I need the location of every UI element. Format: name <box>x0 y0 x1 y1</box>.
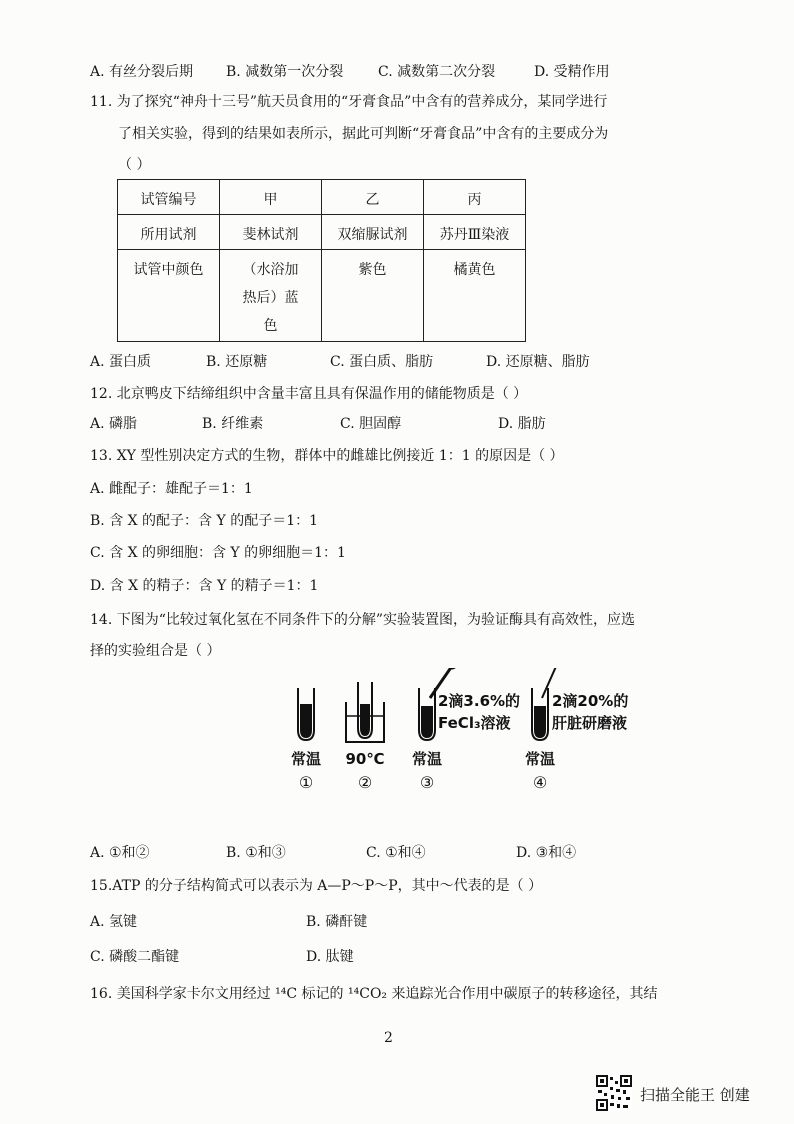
q14-stem-line1: 14. 下图为“比较过氧化氢在不同条件下的分解”实验装置图，为验证酶具有高效性，应选 <box>90 612 636 628</box>
table-cell: 双缩脲试剂 <box>322 215 424 250</box>
q13-option-c: C. 含 X 的卵细胞：含 Y 的卵细胞＝1：1 <box>90 545 346 561</box>
q11-option-a: A. 蛋白质 <box>90 354 152 370</box>
q14-stem-line2: 择的实验组合是（ ） <box>90 643 221 659</box>
table-row <box>118 250 526 342</box>
table-cell: 斐林试剂 <box>220 215 322 250</box>
table-cell: 乙 <box>322 180 424 215</box>
tube-1-label: 常温 <box>290 750 322 768</box>
dropper-3-text-line2: FeCl₃溶液 <box>438 714 511 732</box>
tube-3-number: ③ <box>419 773 435 792</box>
q14-option-b: B. ①和③ <box>226 845 286 861</box>
q13-option-d: D. 含 X 的精子：含 Y 的精子＝1：1 <box>90 578 319 594</box>
q11-results-table <box>117 179 526 342</box>
tube-3-label: 常温 <box>411 750 443 768</box>
q12-option-d: D. 脂肪 <box>498 416 546 432</box>
tube-4-label: 常温 <box>524 750 556 768</box>
q15-option-d: D. 肽键 <box>306 949 354 965</box>
q10-option-a: A. 有丝分裂后期 <box>90 64 194 80</box>
tube-2-label: 90℃ <box>345 750 385 768</box>
test-tube-2 <box>358 682 372 738</box>
q11-bracket: （ ） <box>118 157 151 173</box>
qr-code-icon <box>596 1075 632 1111</box>
table-cell: 橘黄色 <box>424 250 526 342</box>
q11-option-c: C. 蛋白质、脂肪 <box>330 354 434 370</box>
q13-option-b: B. 含 X 的配子：含 Y 的配子＝1：1 <box>90 513 319 529</box>
q11-option-b: B. 还原糖 <box>206 354 268 370</box>
q11-stem-line1: 11. 为了探究“神舟十三号”航天员食用的“牙膏食品”中含有的营养成分，某同学进行 <box>90 94 608 110</box>
table-cell: 试管中颜色 <box>118 250 220 342</box>
q12-stem: 12. 北京鸭皮下结缔组织中含量丰富且具有保温作用的储能物质是（ ） <box>90 386 528 402</box>
dropper-4-text-line1: 2滴20%的 <box>552 692 629 710</box>
table-cell: （水浴加热后）蓝色 <box>220 250 322 342</box>
table-cell: 甲 <box>220 180 322 215</box>
tube-2-number: ② <box>357 773 373 792</box>
q15-option-c: C. 磷酸二酯键 <box>90 949 180 965</box>
scanner-brand-watermark: 扫描全能王 创建 <box>640 1086 750 1104</box>
q15-option-b: B. 磷酐键 <box>306 914 368 930</box>
q15-stem: 15.ATP 的分子结构简式可以表示为 A—P～P～P，其中～代表的是（ ） <box>90 878 543 894</box>
table-cell: 试管编号 <box>118 180 220 215</box>
tube-1-number: ① <box>298 773 314 792</box>
tube-4-number: ④ <box>532 773 548 792</box>
q12-option-c: C. 胆固醇 <box>340 416 402 432</box>
q12-option-b: B. 纤维素 <box>202 416 264 432</box>
q14-experiment-diagram <box>280 668 650 798</box>
test-tube-4 <box>532 688 548 740</box>
table-cell: 丙 <box>424 180 526 215</box>
q15-option-a: A. 氢键 <box>90 914 138 930</box>
q14-option-a: A. ①和② <box>90 845 150 861</box>
table-row <box>118 180 526 215</box>
q10-option-c: C. 减数第二次分裂 <box>378 64 496 80</box>
q14-option-c: C. ①和④ <box>366 845 426 861</box>
q11-option-d: D. 还原糖、脂肪 <box>486 354 590 370</box>
dropper-3-text-line1: 2滴3.6%的 <box>438 692 521 710</box>
q10-option-b: B. 减数第一次分裂 <box>226 64 344 80</box>
q13-stem: 13. XY 型性别决定方式的生物，群体中的雌雄比例接近 1：1 的原因是（ ） <box>90 448 564 464</box>
page-number: 2 <box>384 1030 393 1046</box>
q12-option-a: A. 磷脂 <box>90 416 138 432</box>
q13-option-a: A. 雌配子：雄配子＝1：1 <box>90 481 253 497</box>
table-row <box>118 215 526 250</box>
table-cell: 所用试剂 <box>118 215 220 250</box>
q10-option-d: D. 受精作用 <box>534 64 610 80</box>
q11-stem-line2: 了相关实验，得到的结果如表所示，据此可判断“牙膏食品”中含有的主要成分为 <box>118 126 609 142</box>
test-tube-1 <box>298 688 314 740</box>
q16-stem: 16. 美国科学家卡尔文用经过 ¹⁴C 标记的 ¹⁴CO₂ 来追踪光合作用中碳原子的转移途径，其结 <box>90 986 658 1002</box>
table-cell: 紫色 <box>322 250 424 342</box>
table-cell: 苏丹Ⅲ染液 <box>424 215 526 250</box>
dropper-4-text-line2: 肝脏研磨液 <box>552 714 628 732</box>
q14-option-d: D. ③和④ <box>516 845 577 861</box>
